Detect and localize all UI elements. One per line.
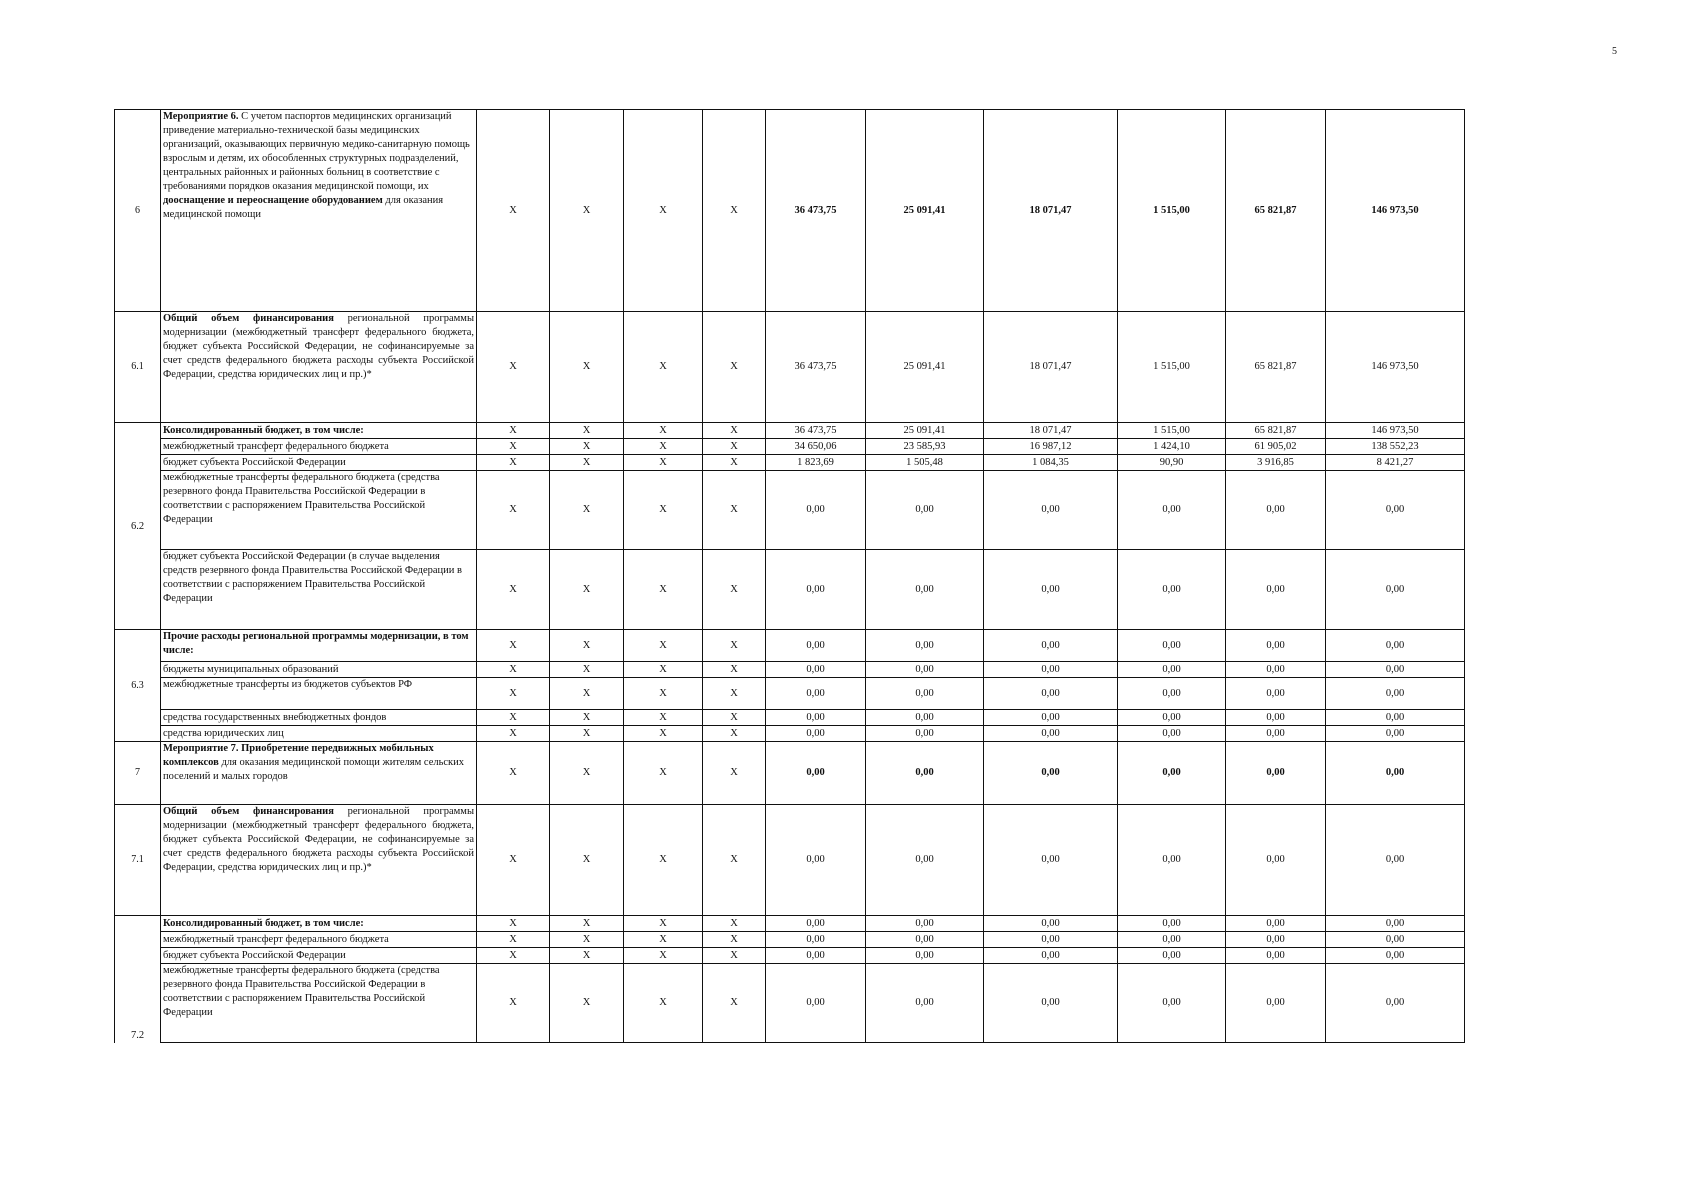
value-cell: 0,00 [984, 550, 1118, 630]
value-cell: 0,00 [866, 916, 984, 932]
row-description: бюджеты муниципальных образований [161, 662, 477, 678]
x-cell: X [477, 948, 550, 964]
row-description: межбюджетный трансферт федерального бюджета [161, 439, 477, 455]
value-cell: 0,00 [766, 916, 866, 932]
x-cell: X [624, 964, 703, 1043]
value-cell: 1 515,00 [1118, 423, 1226, 439]
table-row-6-1 [115, 312, 1465, 423]
value-cell: 0,00 [1226, 948, 1326, 964]
x-cell: X [703, 742, 766, 805]
x-cell: X [550, 932, 624, 948]
table-row-6-3-sub-3 [115, 710, 1465, 726]
page-number: 5 [1612, 46, 1617, 57]
row-index [115, 916, 161, 1043]
x-cell: X [550, 630, 624, 662]
value-cell: 0,00 [1326, 710, 1465, 726]
value-cell: 23 585,93 [866, 439, 984, 455]
value-cell: 0,00 [866, 742, 984, 805]
value-cell: 25 091,41 [866, 312, 984, 423]
row-index-label: 6.2 [130, 520, 145, 532]
value-cell: 0,00 [1226, 678, 1326, 710]
x-cell: X [624, 742, 703, 805]
description-text: региональной программы модернизации (межбюджетный трансферт федерального бюджета, бюджет субъекта Российской Федерации, не софинансируемые за счет средств федерального бюджета расходы субъекта Российской Федерации, средства юридических лиц и пр.)* [163, 313, 474, 380]
x-cell: X [550, 710, 624, 726]
value-cell: 0,00 [1118, 742, 1226, 805]
value-cell: 1 823,69 [766, 455, 866, 471]
x-cell: X [624, 110, 703, 312]
value-cell: 0,00 [984, 471, 1118, 550]
description-text: С учетом паспортов медицинских организаций приведение материально-технической базы медицинских организаций, оказывающих первичную медико-санитарную помощь взрослым и детям, их обособленных структурных подразделений, центральных районных и районных больниц в соответствие с требованиями порядков оказания медицинской помощи, их [163, 111, 470, 192]
row-index: 7.1 [115, 805, 161, 916]
description-text: региональной программы модернизации (межбюджетный трансферт федерального бюджета, бюджет субъекта Российской Федерации, не софинансируемые за счет средств федерального бюджета расходы субъекта Российской Федерации, средства юридических лиц и пр.)* [163, 806, 474, 873]
x-cell: X [477, 630, 550, 662]
value-cell: 0,00 [866, 964, 984, 1043]
x-cell: X [550, 948, 624, 964]
x-cell: X [550, 964, 624, 1043]
description-bold: Общий объем финансирования [163, 806, 334, 817]
value-cell: 1 515,00 [1118, 312, 1226, 423]
x-cell: X [477, 678, 550, 710]
value-cell: 0,00 [866, 710, 984, 726]
value-cell: 0,00 [1226, 916, 1326, 932]
x-cell: X [624, 630, 703, 662]
value-cell: 0,00 [984, 630, 1118, 662]
description-bold: Мероприятие 6. [163, 111, 239, 122]
value-cell: 0,00 [1118, 964, 1226, 1043]
value-cell: 0,00 [1326, 932, 1465, 948]
row-index-label: 7.2 [130, 1029, 145, 1041]
x-cell: X [550, 678, 624, 710]
row-description: бюджет субъекта Российской Федерации (в случае выделения средств резервного фонда Правительства Российской Федерации в соответствии с распоряжением Правительства Российской Федерации [161, 550, 477, 630]
value-cell: 0,00 [984, 726, 1118, 742]
row-description [161, 110, 477, 312]
value-cell: 146 973,50 [1326, 110, 1465, 312]
x-cell: X [624, 662, 703, 678]
x-cell: X [703, 964, 766, 1043]
value-cell: 138 552,23 [1326, 439, 1465, 455]
value-cell: 0,00 [1326, 964, 1465, 1043]
x-cell: X [703, 423, 766, 439]
x-cell: X [703, 805, 766, 916]
description-text: для оказания медицинской помощи жителям сельских поселений и малых городов [163, 757, 465, 782]
value-cell: 0,00 [1326, 662, 1465, 678]
row-description: Прочие расходы региональной программы модернизации, в том числе: [161, 630, 477, 662]
x-cell: X [477, 455, 550, 471]
row-index [115, 423, 161, 630]
x-cell: X [703, 678, 766, 710]
x-cell: X [477, 916, 550, 932]
value-cell: 0,00 [984, 662, 1118, 678]
value-cell: 0,00 [866, 471, 984, 550]
value-cell: 65 821,87 [1226, 423, 1326, 439]
table-row-6-2-sub-2 [115, 455, 1465, 471]
value-cell: 0,00 [1226, 550, 1326, 630]
value-cell: 0,00 [1326, 742, 1465, 805]
table-row-7 [115, 742, 1465, 805]
table-row-7-2-sub-2 [115, 948, 1465, 964]
value-cell: 0,00 [984, 805, 1118, 916]
value-cell: 0,00 [1118, 805, 1226, 916]
x-cell: X [624, 471, 703, 550]
x-cell: X [477, 110, 550, 312]
value-cell: 0,00 [1118, 471, 1226, 550]
value-cell: 3 916,85 [1226, 455, 1326, 471]
x-cell: X [550, 805, 624, 916]
value-cell: 0,00 [766, 630, 866, 662]
description-bold: Мероприятие 7. Приобретение передвижных мобильных комплексов [163, 743, 434, 768]
value-cell: 0,00 [1326, 471, 1465, 550]
value-cell: 0,00 [766, 678, 866, 710]
value-cell: 0,00 [1118, 916, 1226, 932]
value-cell: 0,00 [1118, 726, 1226, 742]
value-cell: 25 091,41 [866, 423, 984, 439]
value-cell: 0,00 [1326, 550, 1465, 630]
x-cell: X [477, 805, 550, 916]
x-cell: X [624, 455, 703, 471]
x-cell: X [624, 312, 703, 423]
value-cell: 0,00 [984, 916, 1118, 932]
value-cell: 0,00 [1226, 662, 1326, 678]
table-row-6 [115, 110, 1465, 312]
value-cell: 36 473,75 [766, 110, 866, 312]
x-cell: X [624, 726, 703, 742]
table-row-6-3-sub-4 [115, 726, 1465, 742]
x-cell: X [703, 455, 766, 471]
x-cell: X [624, 710, 703, 726]
value-cell: 0,00 [1118, 550, 1226, 630]
value-cell: 0,00 [1226, 742, 1326, 805]
x-cell: X [477, 312, 550, 423]
x-cell: X [550, 439, 624, 455]
value-cell: 0,00 [984, 710, 1118, 726]
value-cell: 0,00 [984, 678, 1118, 710]
x-cell: X [624, 948, 703, 964]
x-cell: X [624, 932, 703, 948]
row-description: средства государственных внебюджетных фондов [161, 710, 477, 726]
value-cell: 0,00 [866, 662, 984, 678]
value-cell: 0,00 [866, 805, 984, 916]
table-row-7-2-sub-1 [115, 932, 1465, 948]
value-cell: 0,00 [866, 550, 984, 630]
table-row-6-3-sub-0 [115, 630, 1465, 662]
row-description: Консолидированный бюджет, в том числе: [161, 423, 477, 439]
value-cell: 0,00 [866, 726, 984, 742]
value-cell: 0,00 [766, 726, 866, 742]
x-cell: X [624, 805, 703, 916]
x-cell: X [477, 710, 550, 726]
value-cell: 0,00 [766, 471, 866, 550]
value-cell: 0,00 [1226, 932, 1326, 948]
value-cell: 0,00 [766, 710, 866, 726]
value-cell: 0,00 [1118, 678, 1226, 710]
row-description: Консолидированный бюджет, в том числе: [161, 916, 477, 932]
row-description: бюджет субъекта Российской Федерации [161, 948, 477, 964]
x-cell: X [703, 948, 766, 964]
value-cell: 1 515,00 [1118, 110, 1226, 312]
x-cell: X [703, 550, 766, 630]
x-cell: X [477, 423, 550, 439]
x-cell: X [703, 312, 766, 423]
table-row-6-3-sub-2 [115, 678, 1465, 710]
value-cell: 36 473,75 [766, 423, 866, 439]
x-cell: X [550, 726, 624, 742]
row-description: бюджет субъекта Российской Федерации [161, 455, 477, 471]
funding-table [114, 109, 1465, 1043]
x-cell: X [477, 964, 550, 1043]
value-cell: 0,00 [1326, 948, 1465, 964]
value-cell: 0,00 [866, 948, 984, 964]
x-cell: X [550, 110, 624, 312]
value-cell: 146 973,50 [1326, 423, 1465, 439]
row-description: межбюджетные трансферты федерального бюджета (средства резервного фонда Правительства Российской Федерации в соответствии с распоряжением Правительства Российской Федерации [161, 471, 477, 550]
table-row-6-2-sub-4 [115, 550, 1465, 630]
x-cell: X [477, 932, 550, 948]
x-cell: X [550, 916, 624, 932]
value-cell: 0,00 [866, 932, 984, 948]
x-cell: X [703, 662, 766, 678]
x-cell: X [703, 710, 766, 726]
value-cell: 0,00 [766, 662, 866, 678]
value-cell: 65 821,87 [1226, 312, 1326, 423]
table-row-6-2-sub-0 [115, 423, 1465, 439]
value-cell: 0,00 [766, 805, 866, 916]
value-cell: 90,90 [1118, 455, 1226, 471]
x-cell: X [477, 471, 550, 550]
value-cell: 34 650,06 [766, 439, 866, 455]
value-cell: 0,00 [1326, 630, 1465, 662]
x-cell: X [624, 439, 703, 455]
x-cell: X [703, 916, 766, 932]
x-cell: X [703, 630, 766, 662]
table-row-6-2-sub-1 [115, 439, 1465, 455]
value-cell: 0,00 [1226, 726, 1326, 742]
value-cell: 0,00 [1326, 726, 1465, 742]
value-cell: 1 084,35 [984, 455, 1118, 471]
x-cell: X [477, 439, 550, 455]
x-cell: X [624, 550, 703, 630]
x-cell: X [703, 932, 766, 948]
x-cell: X [550, 550, 624, 630]
value-cell: 18 071,47 [984, 312, 1118, 423]
value-cell: 16 987,12 [984, 439, 1118, 455]
value-cell: 146 973,50 [1326, 312, 1465, 423]
value-cell: 0,00 [1226, 471, 1326, 550]
value-cell: 1 505,48 [866, 455, 984, 471]
x-cell: X [624, 678, 703, 710]
row-description: межбюджетный трансферт федерального бюджета [161, 932, 477, 948]
x-cell: X [550, 742, 624, 805]
x-cell: X [477, 742, 550, 805]
value-cell: 0,00 [866, 678, 984, 710]
value-cell: 0,00 [766, 742, 866, 805]
value-cell: 0,00 [1118, 630, 1226, 662]
value-cell: 0,00 [766, 964, 866, 1043]
row-description [161, 742, 477, 805]
description-bold-2: дооснащение и переоснащение оборудованием [163, 195, 383, 206]
value-cell: 18 071,47 [984, 110, 1118, 312]
value-cell: 0,00 [1326, 916, 1465, 932]
row-description: межбюджетные трансферты федерального бюджета (средства резервного фонда Правительства Российской Федерации в соответствии с распоряжением Правительства Российской Федерации [161, 964, 477, 1043]
value-cell: 0,00 [984, 742, 1118, 805]
value-cell: 61 905,02 [1226, 439, 1326, 455]
row-description [161, 805, 477, 916]
value-cell: 0,00 [1226, 710, 1326, 726]
row-description: межбюджетные трансферты из бюджетов субъектов РФ [161, 678, 477, 710]
row-description: средства юридических лиц [161, 726, 477, 742]
value-cell: 0,00 [1226, 630, 1326, 662]
value-cell: 65 821,87 [1226, 110, 1326, 312]
value-cell: 1 424,10 [1118, 439, 1226, 455]
value-cell: 0,00 [1118, 932, 1226, 948]
x-cell: X [624, 916, 703, 932]
description-tail: для оказания медицинской помощи [163, 195, 444, 220]
value-cell: 0,00 [1118, 948, 1226, 964]
x-cell: X [477, 550, 550, 630]
x-cell: X [550, 312, 624, 423]
x-cell: X [550, 455, 624, 471]
funding-table-wrapper [114, 109, 1465, 1043]
row-index: 7 [115, 742, 161, 805]
value-cell: 0,00 [984, 948, 1118, 964]
table-row-6-3-sub-1 [115, 662, 1465, 678]
x-cell: X [550, 471, 624, 550]
row-index [115, 630, 161, 742]
table-row-6-2-sub-3 [115, 471, 1465, 550]
value-cell: 0,00 [984, 932, 1118, 948]
x-cell: X [703, 726, 766, 742]
table-row-7-2-sub-0 [115, 916, 1465, 932]
value-cell: 25 091,41 [866, 110, 984, 312]
value-cell: 0,00 [984, 964, 1118, 1043]
description-bold: Общий объем финансирования [163, 313, 334, 324]
value-cell: 0,00 [766, 550, 866, 630]
value-cell: 0,00 [1326, 805, 1465, 916]
table-row-7-1 [115, 805, 1465, 916]
row-description [161, 312, 477, 423]
x-cell: X [550, 423, 624, 439]
x-cell: X [624, 423, 703, 439]
row-index: 6.1 [115, 312, 161, 423]
x-cell: X [703, 439, 766, 455]
value-cell: 0,00 [1226, 964, 1326, 1043]
value-cell: 0,00 [1118, 662, 1226, 678]
table-row-7-2-sub-3 [115, 964, 1465, 1043]
value-cell: 36 473,75 [766, 312, 866, 423]
value-cell: 0,00 [1118, 710, 1226, 726]
x-cell: X [703, 110, 766, 312]
value-cell: 0,00 [766, 948, 866, 964]
value-cell: 0,00 [866, 630, 984, 662]
row-index-label: 6.3 [131, 679, 144, 691]
value-cell: 0,00 [1326, 678, 1465, 710]
value-cell: 0,00 [766, 932, 866, 948]
x-cell: X [550, 662, 624, 678]
x-cell: X [703, 471, 766, 550]
value-cell: 0,00 [1226, 805, 1326, 916]
value-cell: 18 071,47 [984, 423, 1118, 439]
x-cell: X [477, 726, 550, 742]
value-cell: 8 421,27 [1326, 455, 1465, 471]
row-index: 6 [115, 110, 161, 312]
x-cell: X [477, 662, 550, 678]
